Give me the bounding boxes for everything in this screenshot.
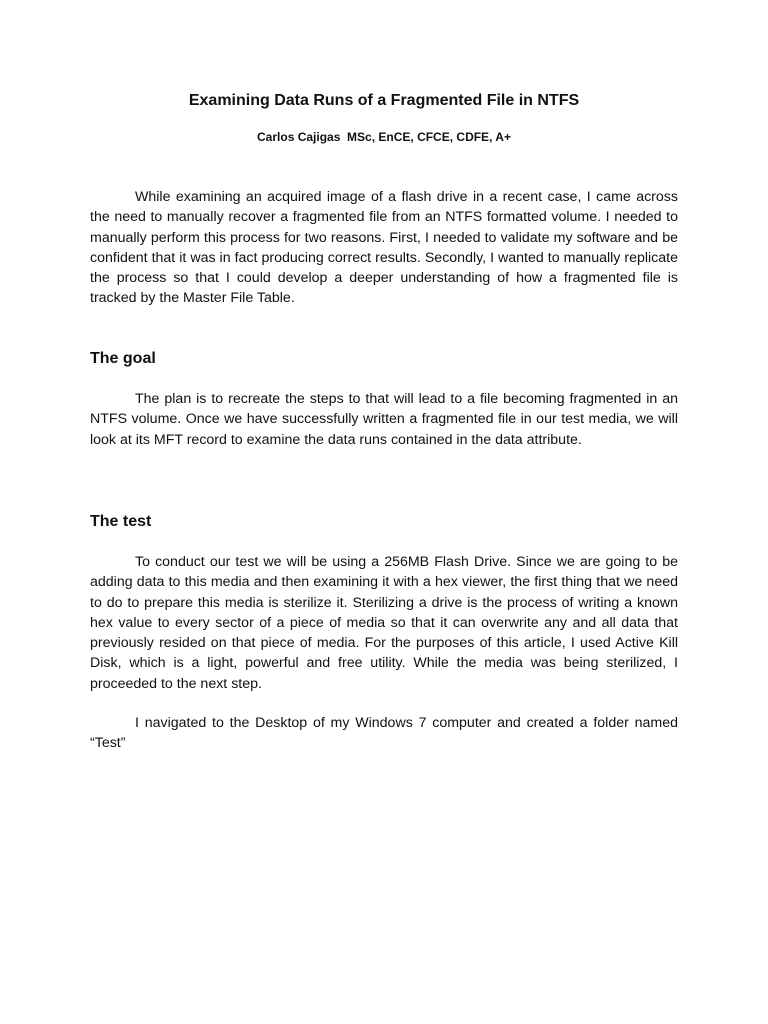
author-line: Carlos Cajigas MSc, EnCE, CFCE, CDFE, A+ (257, 130, 511, 144)
intro-paragraph: While examining an acquired image of a flash drive in a recent case, I came across the need to manually recover a fragmented file from an NTFS formatted volume. I needed to manually perform this process for two reasons. First, I needed to validate my software and be confident that it was in fact producing correct results. Secondly, I wanted to manually replicate the process so that I could develop a deeper understanding of how a fragmented file is tracked by the Master File Table. (90, 189, 678, 307)
section-heading-test: The test (90, 513, 152, 530)
section-heading-goal: The goal (90, 350, 156, 367)
document-title: Examining Data Runs of a Fragmented File in NTFS (188, 92, 580, 109)
goal-paragraph: The plan is to recreate the steps to that will lead to a file becoming fragmented in an NTFS volume. Once we have successfully written a fragmented file in our test media, we will look at its MFT record to examine the data runs contained in the data attribute. (90, 391, 678, 448)
test-paragraph-2: I navigated to the Desktop of my Windows 7 computer and created a folder named “Test” (90, 715, 678, 752)
test-paragraph-1: To conduct our test we will be using a 256MB Flash Drive. Since we are going to be adding data to this media and then examining it with a hex viewer, the first thing that we need to do to prepare this media is sterilize it. Sterilizing a drive is the process of writing a known hex value to every sector of a piece of media so that it can overwrite any and all data that previously resided on that piece of media. For the purposes of this article, I used Active Kill Disk, which is a light, powerful and free utility. While the media was being sterilized, I proceeded to the next step. (90, 554, 678, 692)
